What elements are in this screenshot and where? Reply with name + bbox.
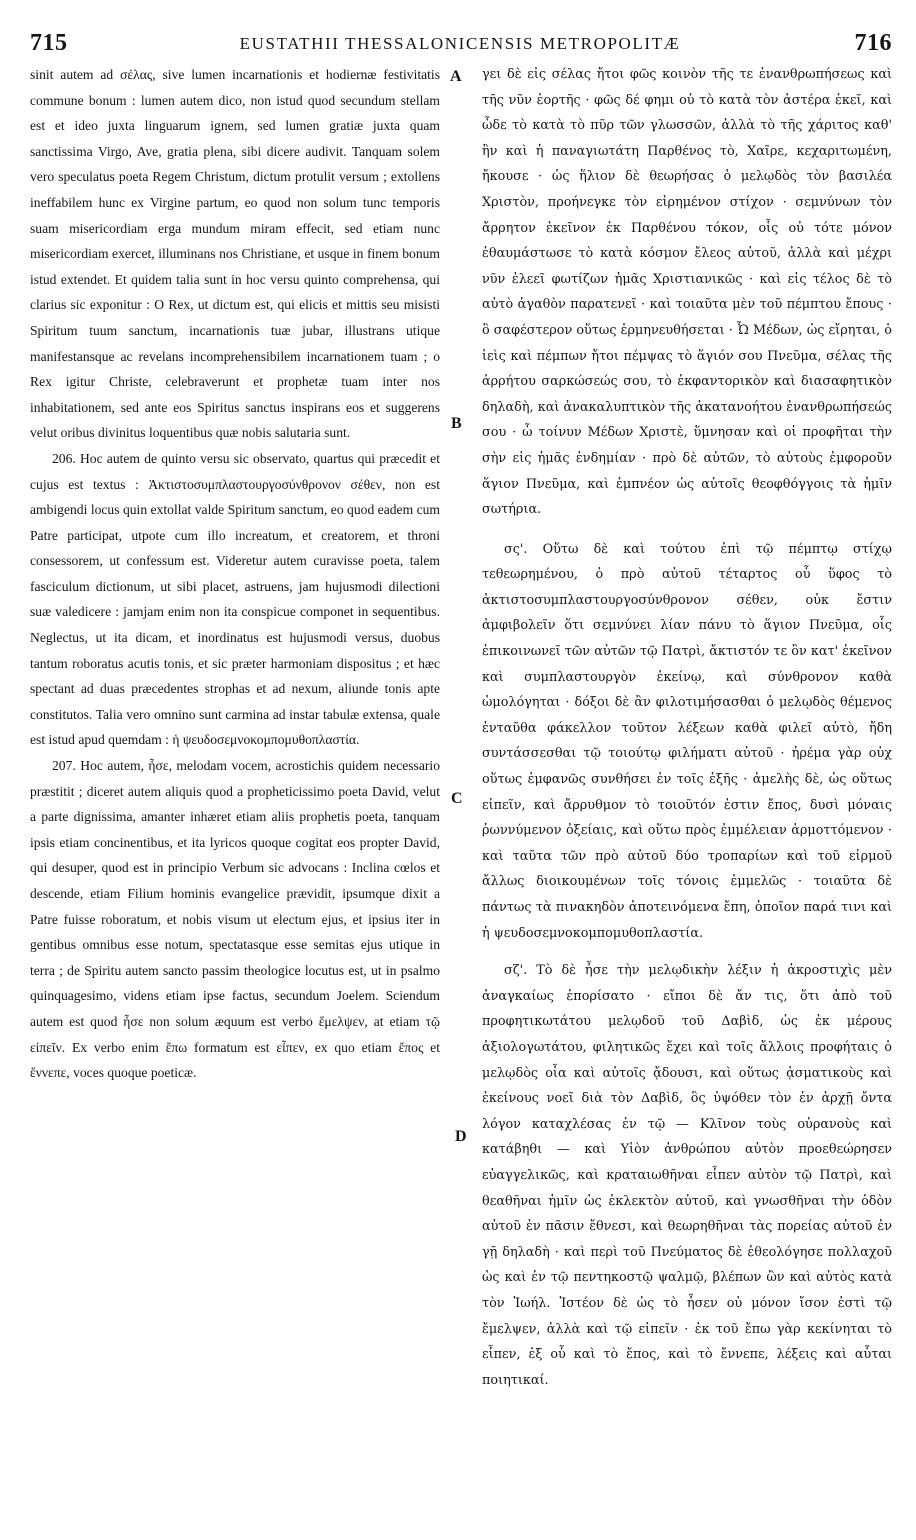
greek-column — [482, 62, 892, 1393]
latin-column — [30, 62, 440, 1086]
latin-paragraph: 206. Hoc autem de quinto versu sic observato, quartus qui præcedit et cujus est textus : Ἀκτιστοσυμπλαστουργοσύνθρονον σέθεν, non est ambigendi locus quin extollat valde Spiritum sanctum, eo quod eadem cum Patre participat, utpote cum illo increatum, et creatorem, et throni consessorem, ut confessum est. Videretur autem curavisse poeta, talem fasciculum dictionum, ut sibi placet, astruens, jam hujusmodi dilectioni suæ valedicere : jamjam enim non ita conspicue componet in sequentibus. Neglectus, ut ita dicam, et inordinatus est hujusmodi versus, duobus tantum roboratus acutis tonis, et sic præter harmoniam dispositus ; et hæc spectant ad duas præcedentes strophas et ad nexum, aliunde tonis apte constitutos. Talia vero omnino sunt carmina ad instar tabulæ extensa, quale est istud apud quemdam : ἡ ψευδοσεμνοκομπομυθοπλαστία. — [30, 450, 440, 748]
latin-paragraph: sinit autem ad σέλας, sive lumen incarnationis et hodiernæ festivitatis commune bonum : lumen autem dico, non istud quod secundum stellam est et ideo juxta linguarum ignem, sed lumen gratiæ juxta quam sanctissima Virgo, Ave, gratia plena, sibi dicere audivit. Tanquam solem vero speculatus poeta Regem Christum, dictum protulit versum ; extollens ineffabilem hunc ex Virgine partum, eo quod non solum tunc temporis suam misericordiam erga mundum miram effecit, sed etiam nunc misericordiam exercet, illuminans nos Christiane, et usque in finem bonum istud extendet. Et quidem talia sunt in hoc versu quinto comprehensa, qui clarius sic exponitur : O Rex, ut dictum est, qui elicis et mittis seu misisti Spiritum tuum sanctum, incarnationis tuæ jubar, illustrans utique manifestansque ac revelans incomprehensibilem incarnationem tuam ; o Rex igitur Christe, celebraverunt et prophetæ tuam inter nos inhabitationem, sed ante eos Spiritus sanctus inspirans eos et suggerens velut oribus divinitus loquentibus quæ nobis salutaria sunt. — [30, 67, 440, 441]
margin-letter-d: D — [455, 1128, 467, 1145]
page-number-left: 715 — [30, 30, 68, 56]
page-number-right: 716 — [854, 30, 892, 56]
greek-paragraph: σζ'. Τὸ δὲ ἦσε τὴν μελῳδικὴν λέξιν ἡ ἀκροστιχὶς μὲν ἀναγκαίως ἐπορίσατο · εἴποι δὲ ἄν τις, ὅτι ἀπὸ τοῦ προφητικωτάτου μελῳδοῦ τοῦ Δαβὶδ, ὡς ἐκ μέρους ἀξιολογωτάτου, φιλητικῶς ἔχει καὶ τοῖς ἄλλοις προφήταις ὁ μελῳδὸς οἷα καὶ αὐτοῖς ᾄδουσι, καὶ οὕτως ᾀσματικοὺς καὶ ἐκείνους νοεῖ διὰ τὸν Δαβὶδ, ὃς ὑψόθεν τὸν ἐν ἀρχῇ ὄντα λόγον καταχλέσας ἐν τῷ — Κλῖνον τοὺς οὐρανοὺς καὶ κατάβηθι — καὶ Υἱὸν ἀνθρώπου αὐτὸν προεθεώρησεν εὐαγγελικῶς, καὶ κραταιωθῆναι εἶπεν αὐτὸν τῷ Πατρὶ, καὶ θεαθῆναι ἡμῖν ὡς ἐκλεκτὸν αὐτοῦ, καὶ γνωσθῆναι τὴν ὁδὸν αὐτοῦ ἐν πᾶσιν ἔθνεσι, καὶ θεωρηθῆναι τὰς πορείας αὐτοῦ ἐν γῇ δηλαδὴ · καὶ περὶ τοῦ Πνεύματος δὲ ἐθεολόγησε πολλαχοῦ ὡς καὶ ἐν τῷ πεντηκοστῷ ψαλμῷ, βλέπων ὢν καὶ αὐτὸς κατὰ τὸν Ἰωήλ. Ἰστέον δὲ ὡς τὸ ἦσεν οὐ μόνον ἴσον ἐστὶ τῷ ἔμελψεν, ἀλλὰ καὶ τῷ εἰπεῖν · ἐκ τοῦ ἔπω γὰρ κεκίνηται τὸ εἶπεν, ἐξ οὗ καὶ τὸ ἔπος, καὶ τὸ ἔννεπε, λέξεις καὶ αὗται ποιητικαί. — [482, 963, 892, 1388]
greek-paragraph: γει δὲ εἰς σέλας ἤτοι φῶς κοινὸν τῆς τε ἐνανθρωπήσεως καὶ τῆς νῦν ἑορτῆς · φῶς δέ φημι οὐ τὸ κατὰ τὸν ἀστέρα ἐκεῖ, καὶ ὧδε τὸ κατὰ τὸ πῦρ τῶν γλωσσῶν, ἀλλὰ τὸ τῆς χάριτος καθ' ἣν καὶ ἡ παναγιωτάτη Παρθένος τὸ, Χαῖρε, κεχαριτωμένη, ἤκουσε · ὡς ἥλιον δὲ θεωρήσας ὁ μελῳδὸς τὸν βασιλέα Χριστὸν, προήνεγκε τὸν εἰρημένον στίχον · σεμνύνων τὸν ἄρρητον ἐκεῖνον ἐκ Παρθένου τόκον, οἷς οὐ τότε μόνον ἐθαυμάστωσε τὸ κατὰ κόσμον ἔλεος αὐτοῦ, ἀλλὰ καὶ μέχρι νῦν ἐλεεῖ φωτίζων ἡμᾶς Χριστιανικῶς · καὶ εἰς τέλος δὲ τὸ αὐτὸ ἀγαθὸν παρατενεῖ · καὶ τοιαῦτα μὲν τοῦ πέμπτου ἔπους · ὃ σαφέστερον οὕτως ἑρμηνευθήσεται · Ὦ Μέδων, ὡς εἴρηται, ὁ ἱεὶς καὶ πέμπων ἤτοι πέμψας τὸ ἅγιόν σου Πνεῦμα, σέλας τῆς ἀρρήτου σαρκώσεώς σου, τὸ ἐκφαντορικὸν καὶ διασαφητικὸν δηλαδὴ, καὶ ἀνακαλυπτικὸν τῆς ἀκατανοήτου ἐνανθρωπήσεώς σου · ὦ τοίνυν Μέδων Χριστὲ, ὕμνησαν καὶ οἱ προφῆται τὴν σὴν εἰς ἡμᾶς ἐνδημίαν · πρὸ δὲ αὐτῶν, τὸ αὐτοὺς ἐμφοροῦν ἅγιον Πνεῦμα, καὶ ἐμπνέον ὡς αὐτοῖς θεοφθόγγοις τὰ ἡμῖν σωτήρια. — [482, 67, 892, 518]
running-title: EUSTATHII THESSALONICENSIS METROPOLITÆ — [239, 34, 681, 53]
margin-letter-c: C — [451, 790, 463, 807]
greek-paragraph: σς'. Οὕτω δὲ καὶ τούτου ἐπὶ τῷ πέμπτῳ στίχῳ τεθεωρημένου, ὁ πρὸ αὐτοῦ τέταρτος οὗ ὕφος τὸ ἀκτιστοσυμπλαστουργοσύνθρονον σέθεν, οὐκ ἔστιν ἀμφιβολεῖν ὅτι σεμνύνει λίαν πάνυ τὸ ἅγιον Πνεῦμα, οἷς ἐπικοινωνεῖ τῶν αὐτῶν τῷ Πατρὶ, ἄκτιστόν τε ὂν κατ' ἐκεῖνον καὶ συμπλαστουργὸν ἐκείνῳ, καὶ σύνθρονον καθὰ ὡμολόγηται · δόξοι δὲ ἂν φιλοτιμήσασθαι ὁ μελῳδὸς θέμενος ἐνταῦθα φάκελλον τοῦτον λέξεων καθὰ φιλεῖ αὐτὸ, ἤδη συντάσσεσθαι τῷ τοιούτῳ φιλήματι αὐτοῦ · ἠρέμα γὰρ οὐχ οὕτως ἐμφανῶς συνθήσει ἐν τοῖς ἑξῆς · ἀμελὴς δὲ, ὡς οὕτως εἰπεῖν, καὶ ἄρρυθμον τὸ τοιοῦτόν ἐστιν ἔπος, δυσὶ μόναις ῥωννύμενον ὀξείαις, καὶ οὕτω πρὸς ἐμμέλειαν ἁρμοττόμενον · καὶ ταῦτα τῶν πρὸ αὐτοῦ δύο τροπαρίων καὶ τοῦ εἱρμοῦ ἄλλως διοικουμένων τοῖς τόνοις ἐμμελῶς · τοιαῦτα δὲ πάντως τὰ πινακηδὸν ἀποτεινόμενα ἔπη, ὁποῖον παρά τινι καὶ ἡ ψευδοσεμνοκομπομυθοπλαστία. — [482, 541, 892, 941]
margin-letter-b: B — [451, 415, 462, 432]
margin-letter-a: A — [450, 68, 462, 85]
latin-paragraph: 207. Hoc autem, ἦσε, melodam vocem, acrostichis quidem necessario præstitit ; diceret autem aliquis quod a propheticissimo poeta David, velut a parte dignissima, amanter inhæret etiam aliis prophetis poeta, tanquam ipsis etiam concinentibus, et ita lyricos quoque cogitat eos propter David, qui desuper, quod est in principio Verbum sic advocans : Inclina cœlos et descende, etiam Filium hominis evangelice prævidit, ipsumque dixit a Patre fuisse roboratum, et nobis visum ut electum ejus, et ipsius iter in gentibus omnibus esse notum, spectatasque esse semitas ejus utique in terra ; de Spiritu autem sancto passim theologice locutus est, ut in psalmo quinquagesimo, videns etiam ipse factus, secundum Joelem. Sciendum autem est quod ἦσε non solum æquum est verbo ἔμελψεν, at etiam τῷ εἰπεῖν. Ex verbo enim ἔπω formatum est εἶπεν, ex quo etiam ἔπος et ἔννεπε, voces quoque poeticæ. — [30, 758, 440, 1081]
running-header — [30, 31, 892, 55]
